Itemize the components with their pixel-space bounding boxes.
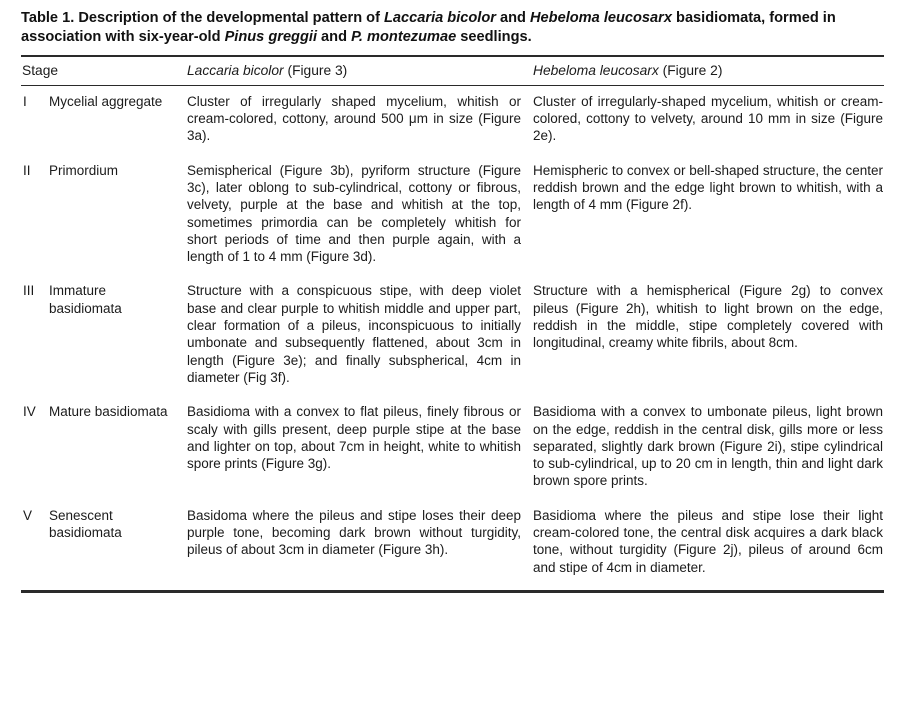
header-cell-stage: Stage [21,56,186,86]
stage-numeral: II [23,162,31,178]
stage-name: Primordium [49,162,119,178]
stage-name: Senescent basidiomata [49,507,122,541]
hebeloma-description: Basidioma where the pileus and stipe lose their light cream-colored tone, the central disk acquires a dark black tone, without turgidity (Figure 2j), pileus of around 6cm and stipe of 4cm in diameter. [533,507,883,575]
stage-name: Immature basidiomata [49,283,122,316]
header-row [21,56,884,86]
table-row-stage-2 [21,156,884,277]
hebeloma-description: Cluster of irregularly-shaped mycelium, whitish or cream-colored, cottony to velvety, around 10 mm in size (Figure 2e). [533,93,883,144]
species-name: Hebeloma leucosarx [533,62,659,78]
species-name-p-montezumae: P. montezumae [351,29,457,46]
stage-numeral: I [23,93,27,109]
stage-numeral: V [23,507,33,523]
developmental-pattern-table [21,55,884,593]
laccaria-description: Basidioma with a convex to flat pileus, finely fibrous or scaly with gills present, deep purple stipe at the base and lighter on top, about 7cm in height, white to whitish spore prints (Figure 3g). [187,404,521,472]
laccaria-description: Basidoma where the pileus and stipe loses their deep purple tone, becoming dark brown without turgidity, pileus of about 3cm in diameter (Figure 3h). [187,507,521,558]
table-row-stage-4 [21,397,884,500]
species-name-pinus-greggii: Pinus greggii [224,29,317,46]
species-name-hebeloma: Hebeloma leucosarx [530,10,672,26]
caption-text: and [495,10,531,26]
table-caption [21,9,884,55]
laccaria-description: Cluster of irregularly shaped mycelium, whitish or cream-colored, cottony, around 500 μm in size (Figure 3a). [187,93,521,144]
caption-text: and [317,29,352,46]
hebeloma-description: Basidioma with a convex to umbonate pileus, light brown on the edge, reddish in the central disk, gills more or less separated, slightly dark brown (Figure 2i), stipe cylindrical to sub-cylindrical, up to 20 cm in length, thin and light dark brown spore prints. [533,404,883,489]
caption-text: Table 1. Description of the developmental pattern of [21,10,385,26]
stage-name: Mycelial aggregate [49,93,163,109]
species-name: Laccaria bicolor [187,62,284,78]
header-cell-laccaria [186,56,532,86]
stage-numeral: IV [23,404,36,420]
species-name-laccaria: Laccaria bicolor [384,10,496,26]
hebeloma-description: Structure with a hemispherical (Figure 2g) to convex pileus (Figure 2h), whitish to light brown on the edge, reddish in the middle, stipe completely covered with longitudinal, creamy white fibrils, about 8cm. [533,283,883,351]
stage-name: Mature basidiomata [49,404,168,420]
table-row-stage-1 [21,85,884,155]
header-cell-hebeloma [532,56,884,86]
figure-reference: (Figure 2) [658,62,723,78]
table-row-stage-5 [21,501,884,592]
hebeloma-description: Hemispheric to convex or bell-shaped structure, the center reddish brown and the edge light brown to whitish, with a length of 4 mm (Figure 2f). [533,162,883,213]
caption-text: seedlings. [456,29,532,46]
laccaria-description: Structure with a conspicuous stipe, with deep violet base and clear purple to whitish middle and upper part, clear formation of a pileus, inconspicuous to initially umbonate and subsequently flattened, about 3cm in length (Figure 3e); and finally subspherical, 4cm in diameter (Fig 3f). [187,283,521,385]
laccaria-description: Semispherical (Figure 3b), pyriform structure (Figure 3c), later oblong to sub-cylindrical, cottony or fibrous, velvety, purple at the base and whitish at the top, sometimes primordia can be completely whitish for short periods of time and then purple again, with a length of 1 to 4 mm (Figure 3d). [187,162,521,265]
figure-reference: (Figure 3) [283,62,348,78]
caption-text: basidiomata, formed in association with six-year-old [21,10,836,46]
table-row-stage-3 [21,276,884,397]
stage-numeral: III [23,283,35,299]
